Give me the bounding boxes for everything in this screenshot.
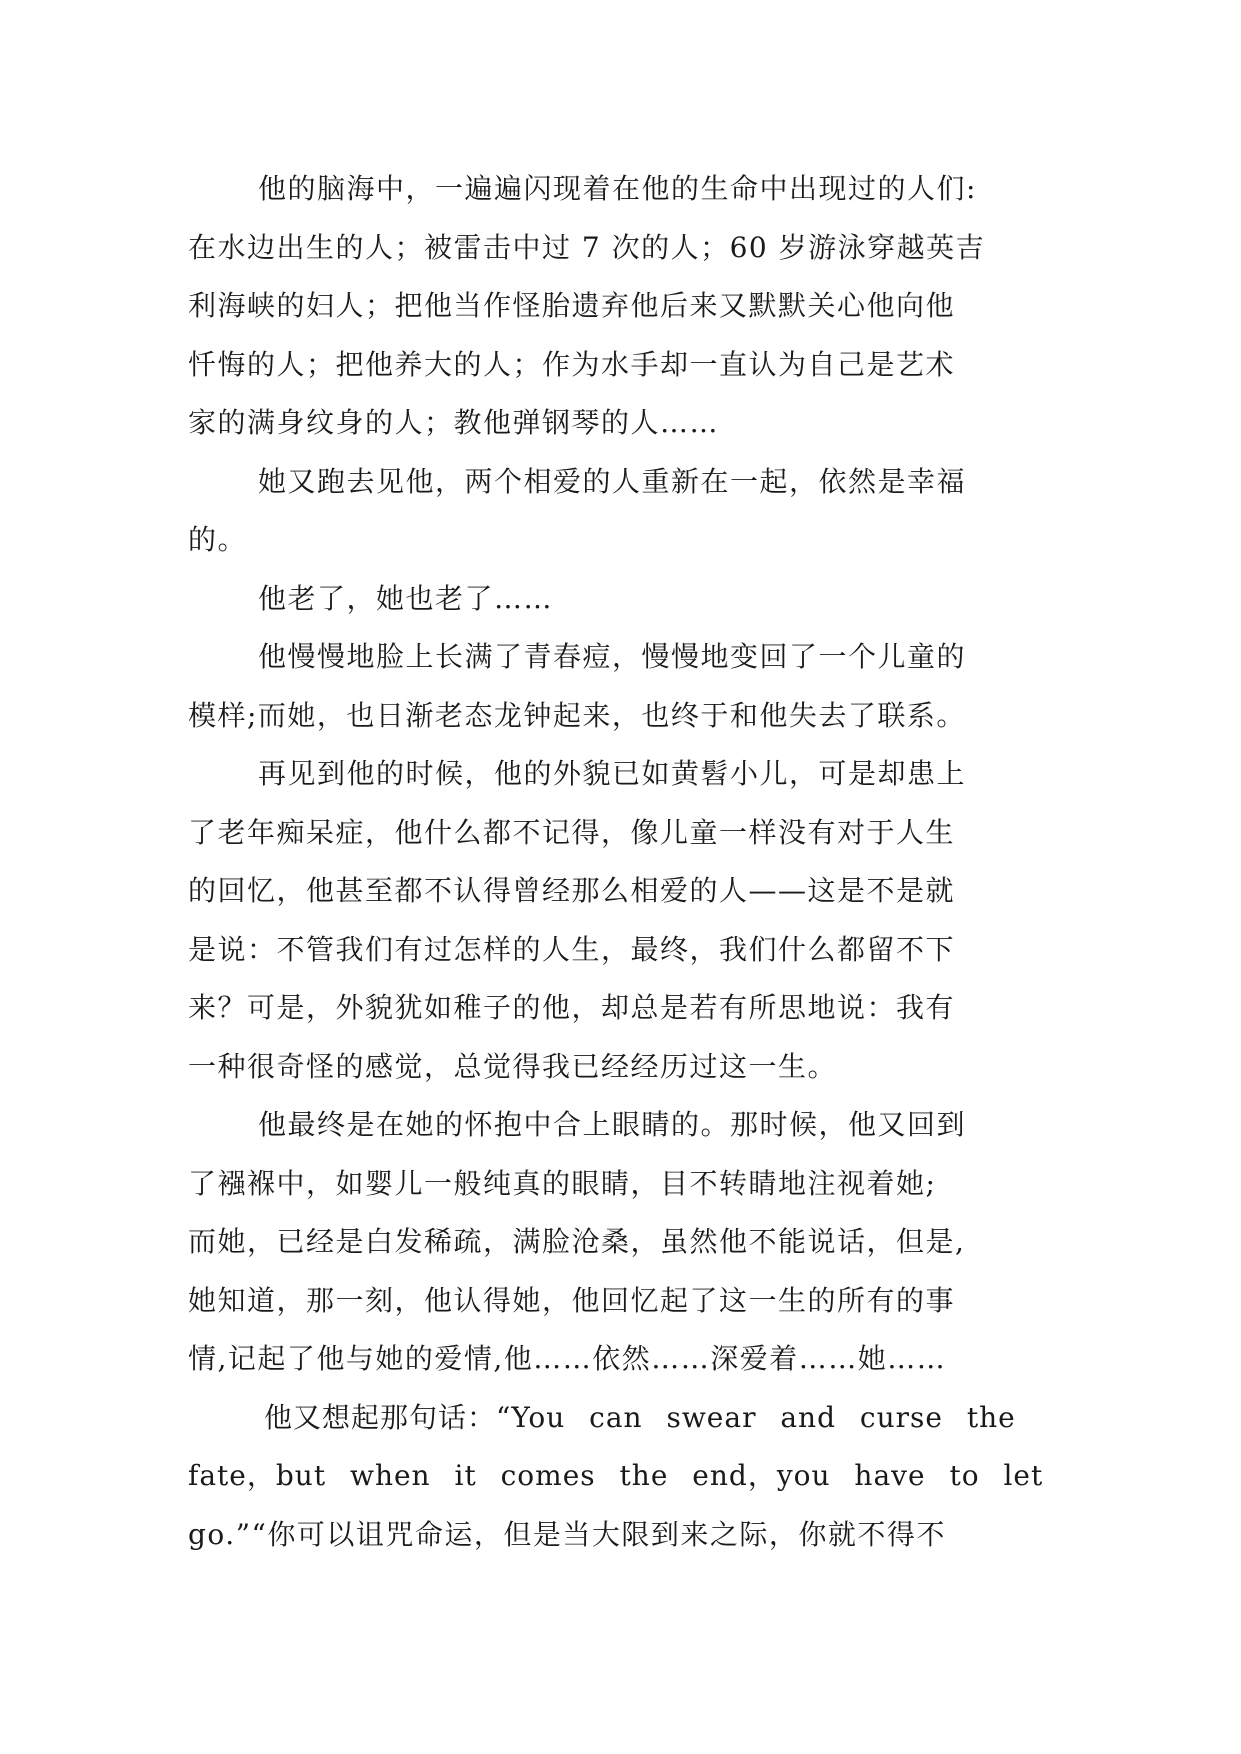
text-line: go.”“你可以诅咒命运，但是当大限到来之际，你就不得不	[188, 1517, 946, 1551]
text-line: 她知道，那一刻，他认得她，他回忆起了这一生的所有的事	[188, 1283, 956, 1317]
text-line: fate，but when it comes the end，you have to let	[188, 1459, 1044, 1492]
text-line: 他慢慢地脸上长满了青春痘，慢慢地变回了一个儿童的	[258, 640, 967, 673]
text-line: 的。	[188, 523, 248, 556]
text-line: 忏悔的人；把他养大的人；作为水手却一直认为自己是艺术	[188, 347, 956, 381]
text-line: 利海峡的妇人；把他当作怪胎遗弃他后来又默默关心他向他	[188, 289, 956, 322]
text-line: 是说：不管我们有过怎样的人生，最终，我们什么都留不下	[188, 932, 956, 966]
text-line: 了老年痴呆症，他什么都不记得，像儿童一样没有对于人生	[188, 815, 956, 849]
text-line: 的回忆，他甚至都不认得曾经那么相爱的人——这是不是就	[188, 874, 956, 907]
text-line: 在水边出生的人；被雷击中过 7 次的人；60 岁游泳穿越英吉	[188, 230, 986, 264]
body-text	[188, 160, 1068, 1564]
text-line: 模样;而她，也日渐老态龙钟起来，也终于和他失去了联系。	[188, 698, 966, 732]
text-line: 他最终是在她的怀抱中合上眼睛的。那时候，他又回到	[258, 1108, 967, 1141]
text-line: 了襁褓中，如婴儿一般纯真的眼睛，目不转睛地注视着她;	[188, 1166, 937, 1200]
text-line: 她又跑去见他，两个相爱的人重新在一起，依然是幸福	[258, 464, 967, 498]
text-line: 他的脑海中，一遍遍闪现着在他的生命中出现过的人们:	[258, 172, 977, 205]
text-line: 情,记起了他与她的爱情,他……依然……深爱着……她……	[188, 1342, 947, 1375]
text-line: 家的满身纹身的人；教他弹钢琴的人……	[188, 406, 720, 439]
text-line: 他老了，她也老了……	[258, 581, 554, 615]
text-line: 他又想起那句话：“You can swear and curse the	[264, 1400, 1016, 1434]
text-line: 再见到他的时候，他的外貌已如黄髫小儿，可是却患上	[258, 757, 967, 790]
text-line: 来？可是，外貌犹如稚子的他，却总是若有所思地说：我有	[188, 991, 956, 1024]
text-line: 而她，已经是白发稀疏，满脸沧桑，虽然他不能说话，但是,	[188, 1225, 966, 1258]
text-line: 一种很奇怪的感觉，总觉得我已经经历过这一生。	[188, 1049, 838, 1083]
